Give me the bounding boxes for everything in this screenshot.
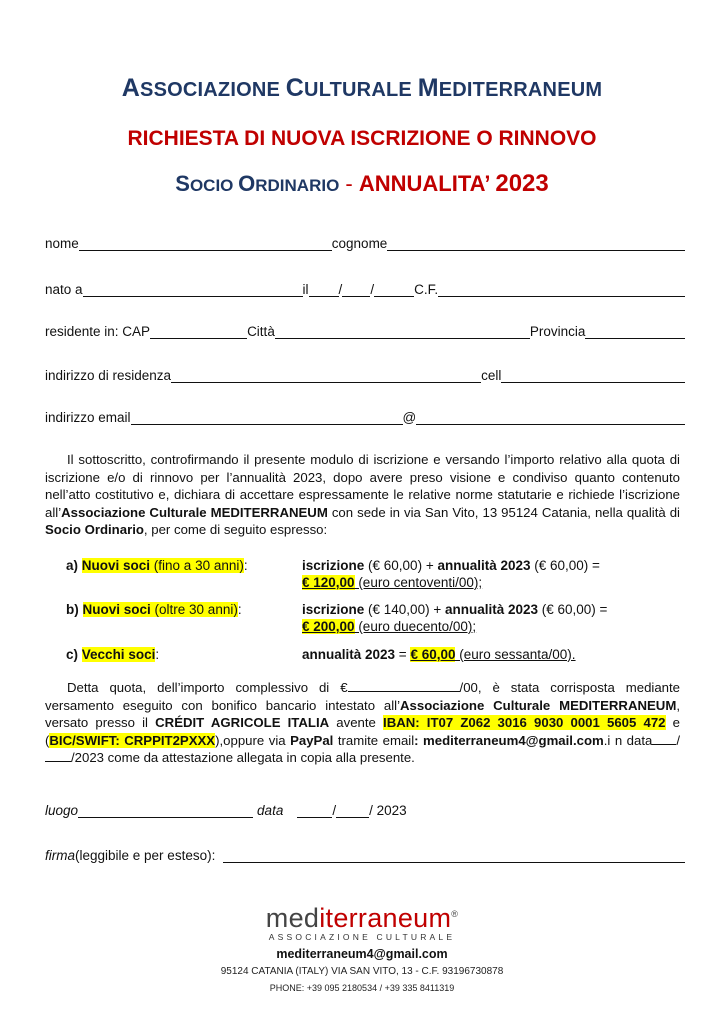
cell-label: cell <box>481 368 502 383</box>
sign-day-field[interactable] <box>297 803 332 818</box>
option-a-total: € 120,00 <box>302 575 355 590</box>
footer-email: mediterraneum4@gmail.com <box>276 947 448 961</box>
firma-note: (leggibile e per esteso): <box>75 848 216 863</box>
email-label: indirizzo email <box>45 410 131 425</box>
provincia-label: Provincia <box>529 324 586 339</box>
cognome-field[interactable] <box>387 236 685 251</box>
logo-subtitle: ASSOCIAZIONE CULTURALE <box>268 932 456 942</box>
declaration-paragraph: Il sottoscritto, controfirmando il presente modulo di iscrizione e versando l’importo relativo alla quota di iscrizione e/o di rinnovo per l’annualità 2023, dopo avere preso visione e condiviso quanto contenuto nell’atto costitutivo e, dichiara di accettare espressamente le relative norme statutarie e richiede l’iscrizione all’Associazione Culturale MEDITERRANEUM con sede in via San Vito, 13 95124 Catania, nella qualità di Socio Ordinario, per come di seguito espresso: <box>45 452 680 538</box>
luogo-label: luogo <box>45 803 79 818</box>
name-row <box>45 236 685 251</box>
option-b: b) Nuovi soci (oltre 30 anni): iscrizione (€ 140,00) + annualità 2023 (€ 60,00) = € 200,00 (euro duecento/00); <box>66 602 608 634</box>
association-title: ASSOCIAZIONE CULTURALE MEDITERRANEUM <box>121 74 603 102</box>
email-row <box>45 410 685 425</box>
sign-month-field[interactable] <box>336 803 369 818</box>
amount-field[interactable] <box>348 679 460 692</box>
payment-email: : mediterraneum4@gmail.com <box>414 732 604 748</box>
data-label: data <box>257 803 284 818</box>
payment-paragraph: Detta quota, dell’importo complessivo di € /00, è stata corrisposta mediante versamento eseguito con bonifico bancario intestato all’Associazione Culturale MEDITERRANEUM, versato presso il CRÉDIT AGRICOLE ITALIA avente IBAN: IT07 Z062 3016 9030 0001 5605 472 e (BIC/SWIFT: CRPPIT2PXXX),oppure via PayPal tramite email: mediterraneum4@gmail.com.i n data //2023 come da attestazione allegata in copia alla presente. <box>45 680 680 766</box>
birth-year-field[interactable] <box>374 282 414 297</box>
option-c: c) Vecchi soci: annualità 2023 = € 60,00 (euro sessanta/00). <box>66 647 576 662</box>
footer-phone: PHONE: +39 095 2180534 / +39 335 8411319 <box>269 983 455 993</box>
request-title: RICHIESTA DI NUOVA ISCRIZIONE O RINNOVO <box>127 127 597 150</box>
option-a: a) Nuovi soci (fino a 30 anni): iscrizione (€ 60,00) + annualità 2023 (€ 60,00) = € 120,00 (euro centoventi/00); <box>66 558 600 590</box>
email-domain-field[interactable] <box>416 410 685 425</box>
footer-address: 95124 CATANIA (ITALY) VIA SAN VITO, 13 - C.F. 93196730878 <box>220 966 504 977</box>
birth-day-field[interactable] <box>309 282 339 297</box>
bic-swift: BIC/SWIFT: CRPPIT2PXXX <box>49 732 216 748</box>
date-separator: / <box>332 803 337 818</box>
cap-field[interactable] <box>150 324 247 339</box>
cf-field[interactable] <box>438 282 685 297</box>
indirizzo-field[interactable] <box>171 368 481 383</box>
place-date-row <box>45 803 465 818</box>
option-c-total: € 60,00 <box>410 647 456 662</box>
signature-field[interactable] <box>223 848 685 863</box>
birth-row <box>45 282 685 297</box>
nome-label: nome <box>45 236 79 251</box>
indirizzo-label: indirizzo di residenza <box>45 368 172 383</box>
cap-label: residente in: CAP <box>45 324 151 339</box>
email-user-field[interactable] <box>131 410 403 425</box>
option-b-total: € 200,00 <box>302 619 355 634</box>
cell-field[interactable] <box>501 368 685 383</box>
at-sign: @ <box>402 410 417 425</box>
citta-label: Città <box>247 324 275 339</box>
birth-month-field[interactable] <box>342 282 370 297</box>
luogo-field[interactable] <box>78 803 253 818</box>
date-separator: / <box>338 282 343 297</box>
nato-a-label: nato a <box>45 282 83 297</box>
mediterraneum-logo: mediterraneum® ASSOCIAZIONE CULTURALE <box>0 903 724 942</box>
firma-label: firma <box>45 848 75 863</box>
address-row <box>45 368 685 383</box>
nome-field[interactable] <box>79 236 332 251</box>
il-label: il <box>302 282 309 297</box>
residence-row <box>45 324 685 339</box>
signature-row <box>45 848 685 863</box>
citta-field[interactable] <box>275 324 530 339</box>
cognome-label: cognome <box>331 236 388 251</box>
cf-label: C.F. <box>414 282 439 297</box>
date-separator: / <box>370 282 375 297</box>
sign-year: / 2023 <box>369 803 407 818</box>
membership-title: SOCIO ORDINARIO - ANNUALITA’ 2023 <box>175 170 549 197</box>
provincia-field[interactable] <box>585 324 685 339</box>
iban: IBAN: IT07 Z062 3016 9030 0001 5605 472 <box>383 715 666 731</box>
payment-month-field[interactable] <box>45 749 71 762</box>
payment-day-field[interactable] <box>652 732 676 745</box>
birthplace-field[interactable] <box>83 282 303 297</box>
